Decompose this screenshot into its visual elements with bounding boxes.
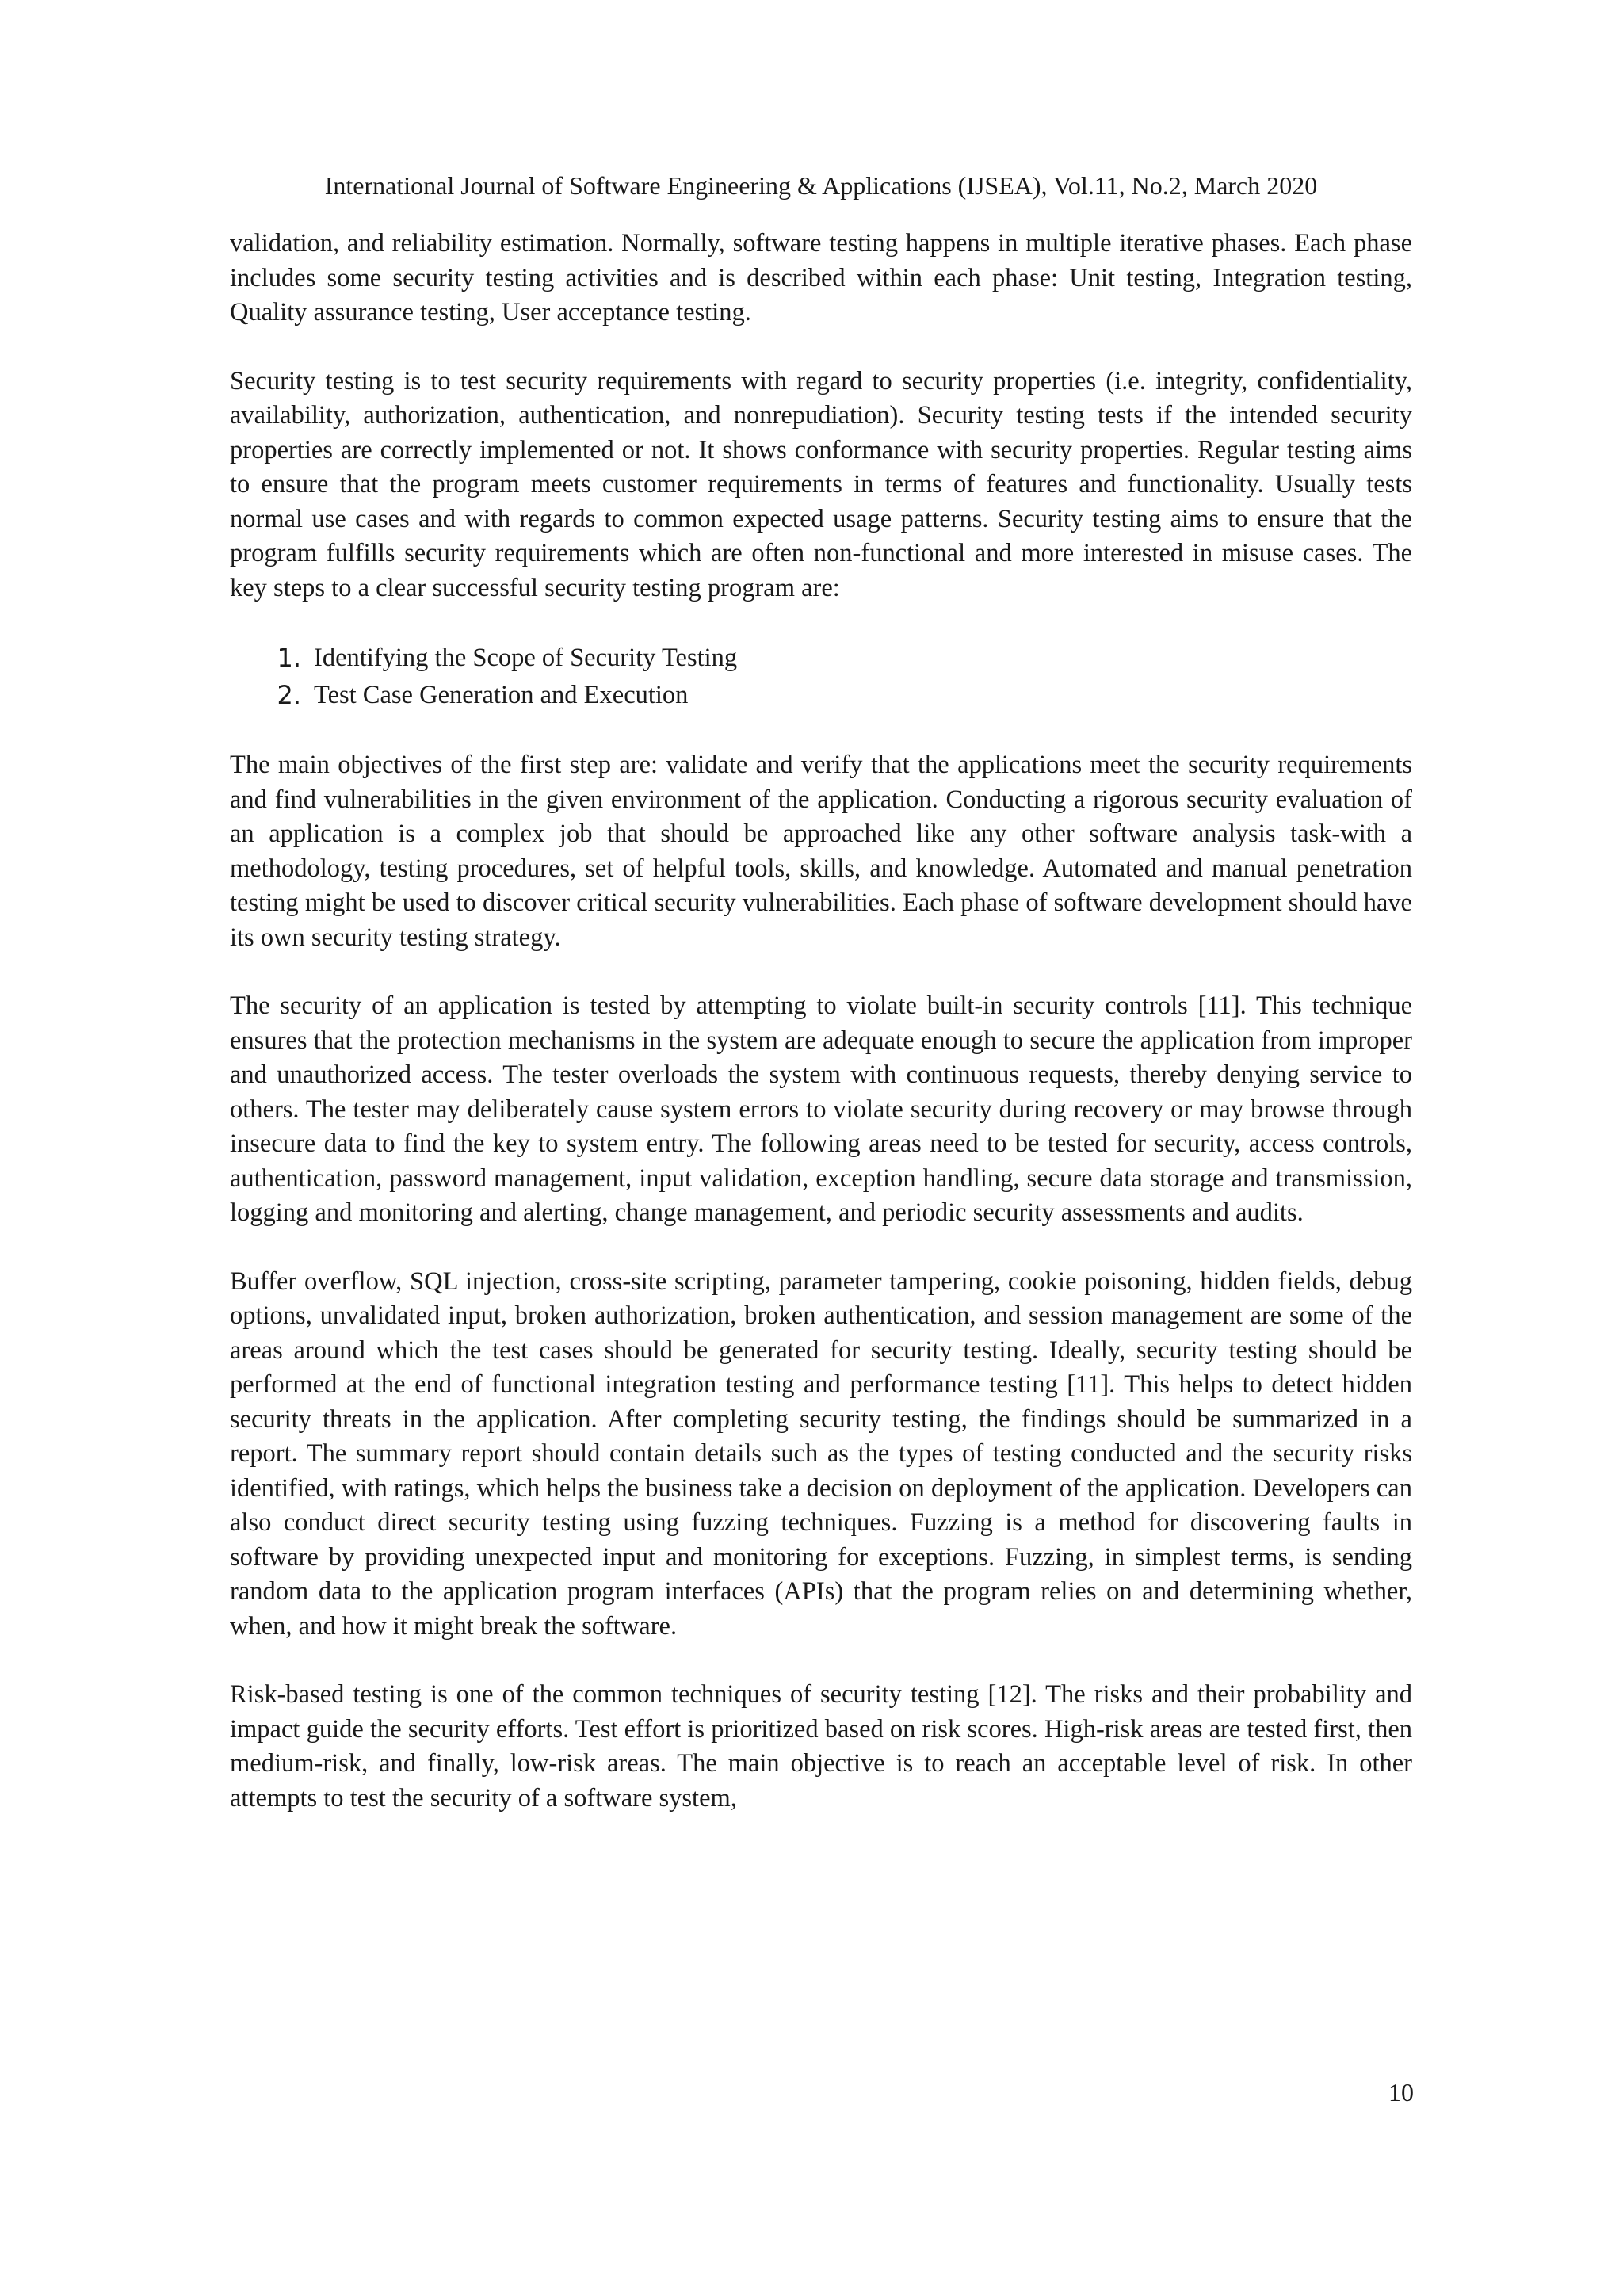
security-testing-steps-list [230,640,1412,714]
journal-header: International Journal of Software Engineering & Applications (IJSEA), Vol.11, No.2, March 2020 [324,171,1318,200]
page-number: 10 [1388,2078,1414,2107]
paragraph: Security testing is to test security requirements with regard to security properties (i.e. integrity, confidentiality, availability, authorization, authentication, and nonrepudiation). Security testing tests if the intended security properties are correctly implemented or not. It shows conformance with security properties. Regular testing aims to ensure that the program meets customer requirements in terms of features and functionality. Usually tests normal use cases and with regards to common expected usage patterns. Security testing aims to ensure that the program fulfills security requirements which are often non-functional and more interested in misuse cases. The key steps to a clear successful security testing program are: [230,366,1412,602]
list-item-number: 2. [277,680,301,710]
list-item-text: Identifying the Scope of Security Testing [314,644,738,672]
list-item [230,677,1412,714]
list-item-text: Test Case Generation and Execution [314,681,689,709]
paragraph: The security of an application is tested by attempting to violate built-in security controls [11]. This technique ensures that the protection mechanisms in the system are adequate enough to secure the application from improper and unauthorized access. The tester overloads the system with continuous requests, thereby denying service to others. The tester may deliberately cause system errors to violate security during recovery or may browse through insecure data to find the key to system entry. The following areas need to be tested for security, access controls, authentication, password management, input validation, exception handling, secure data storage and transmission, logging and monitoring and alerting, change management, and periodic security assessments and audits. [230,991,1412,1227]
list-item [230,640,1412,677]
paragraph: Risk-based testing is one of the common techniques of security testing [12]. The risks and their probability and impact guide the security efforts. Test effort is prioritized based on risk scores. High-risk areas are tested first, then medium-risk, and finally, low-risk areas. The main objective is to reach an acceptable level of risk. In other attempts to test the security of a software system, [230,1680,1412,1813]
page-body [230,227,1412,1850]
paragraph: The main objectives of the first step are: validate and verify that the applications meet the security requirements and find vulnerabilities in the given environment of the application. Conducting a rigorous security evaluation of an application is a complex job that should be approached like any other software analysis task-with a methodology, testing procedures, set of helpful tools, skills, and knowledge. Automated and manual penetration testing might be used to discover critical security vulnerabilities. Each phase of software development should have its own security testing strategy. [230,751,1412,952]
paragraph: Buffer overflow, SQL injection, cross-site scripting, parameter tampering, cookie poisoning, hidden fields, debug options, unvalidated input, broken authorization, broken authentication, and session management are some of the areas around which the test cases should be generated for security testing. Ideally, security testing should be performed at the end of functional integration testing and performance testing [11]. This helps to detect hidden security threats in the application. After completing security testing, the findings should be summarized in a report. The summary report should contain details such as the types of testing conducted and the security risks identified, with ratings, which helps the business take a decision on deployment of the application. Developers can also conduct direct security testing using fuzzing techniques. Fuzzing is a method for discovering faults in software by providing unexpected input and monitoring for exceptions. Fuzzing, in simplest terms, is sending random data to the application program interfaces (APIs) that the program relies on and determining whether, when, and how it might break the software. [230,1266,1412,1641]
paragraph: validation, and reliability estimation. Normally, software testing happens in multiple iterative phases. Each phase includes some security testing activities and is described within each phase: Unit testing, Integration testing, Quality assurance testing, User acceptance testing. [230,229,1412,327]
list-item-number: 1. [277,643,301,673]
